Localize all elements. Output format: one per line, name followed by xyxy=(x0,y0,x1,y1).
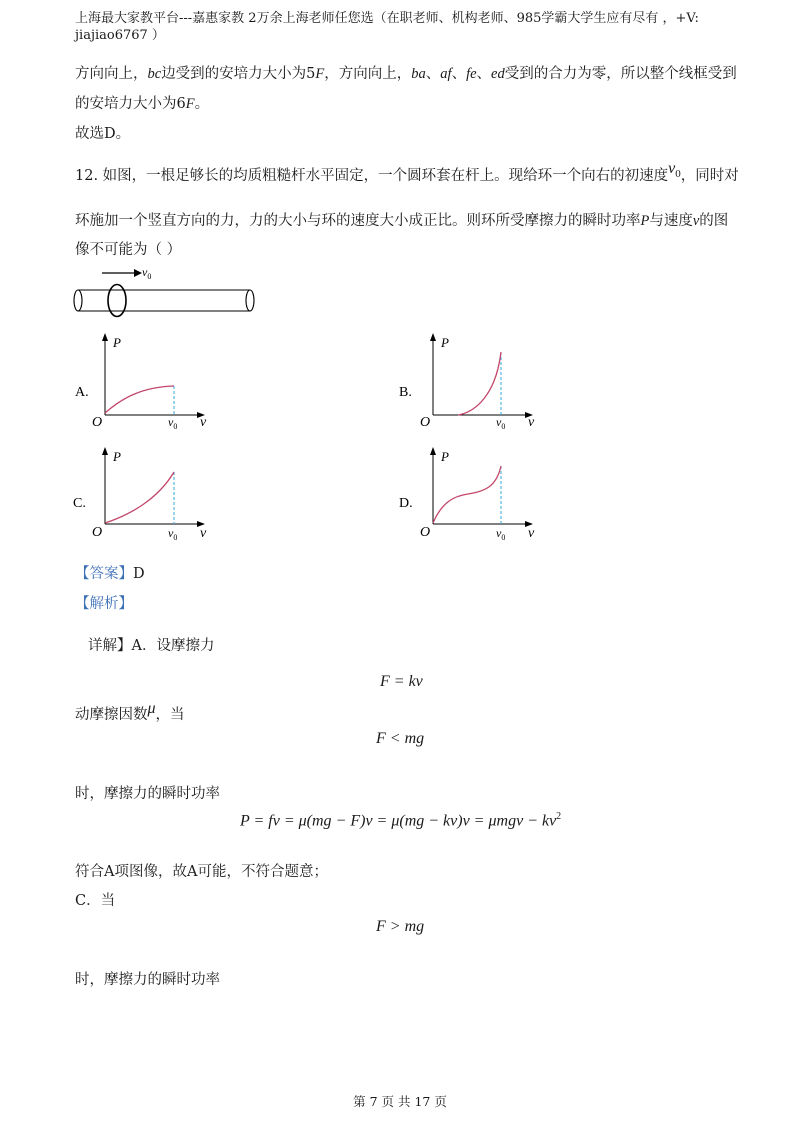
prev-line-2 xyxy=(75,94,209,114)
var-v: v xyxy=(668,160,676,177)
var-v: v xyxy=(692,213,700,229)
equation-4: F > mg xyxy=(376,918,425,935)
answer-line xyxy=(75,564,145,584)
option-letter: B. xyxy=(399,385,412,400)
option-letter: A. xyxy=(75,385,89,400)
text-fragment: 边受到的安培力大小为5 xyxy=(161,66,316,82)
subscript: 0 xyxy=(675,168,681,181)
axis-label-v: v xyxy=(200,415,207,430)
power-curve xyxy=(105,472,174,523)
origin-label: O xyxy=(92,525,103,540)
v0-label: $v_0$ xyxy=(142,265,152,281)
origin-label: O xyxy=(420,415,431,430)
text-fragment: 、 xyxy=(425,66,441,82)
text-fragment: ，当 xyxy=(155,707,185,723)
power-curve xyxy=(105,386,174,413)
option-B-graph xyxy=(396,330,546,430)
v0-tick-label: $v_0$ xyxy=(496,526,506,542)
var-af: af xyxy=(440,66,452,82)
text-fragment: 、 xyxy=(451,66,467,82)
var-mu: μ xyxy=(147,700,156,717)
option-D-graph xyxy=(396,444,546,544)
equation-3 xyxy=(240,811,561,830)
detail-line-1: 详解】A．设摩擦力 xyxy=(88,638,215,654)
analysis-label: 【解析】 xyxy=(75,596,133,612)
axis-label-P: P xyxy=(113,335,121,350)
question-line-2 xyxy=(75,211,728,231)
answer-value: D xyxy=(133,566,145,582)
detail-line-6: 时，摩擦力的瞬时功率 xyxy=(75,972,220,988)
prev-line-1 xyxy=(75,64,737,84)
option-letter: C. xyxy=(73,496,86,511)
var-P: P xyxy=(640,213,650,229)
option-A-graph xyxy=(70,330,220,430)
answer-label: 【答案】 xyxy=(75,566,133,582)
option-C-graph xyxy=(70,444,220,544)
axis-label-P: P xyxy=(113,449,121,464)
v0-tick-label: $v_0$ xyxy=(168,415,178,430)
equation-body: P = fv = μ(mg − F)v = μ(mg − kv)v = μmgv − kv xyxy=(240,812,557,830)
question-line-1 xyxy=(75,160,739,191)
text-fragment: 环施加一个竖直方向的力，力的大小与环的速度大小成正比。则环所受摩擦力的瞬时功率 xyxy=(75,213,641,229)
detail-line-2 xyxy=(75,700,185,725)
text-fragment: 动摩擦因数 xyxy=(75,707,148,723)
question-line-3: 像不可能为（ ） xyxy=(75,242,182,258)
text-fragment: 的安培力大小为6 xyxy=(75,96,186,112)
option-letter: D. xyxy=(399,496,413,511)
header-line-1: 上海最大家教平台---嘉惠家教 2万余上海老师任您选（在职老师、机构老师、985学霸大学生应有尽有 ，+V: xyxy=(75,11,699,26)
page-footer: 第 7 页 共 17 页 xyxy=(353,1094,447,1109)
var-F: F xyxy=(315,66,325,82)
rod-ring-figure xyxy=(70,262,260,320)
text-fragment: 的图 xyxy=(699,213,729,229)
var-v0 xyxy=(668,160,681,181)
axis-label-v: v xyxy=(200,526,207,541)
v0-tick-label: $v_0$ xyxy=(496,415,506,430)
text-fragment: ，同时对 xyxy=(680,168,739,184)
axis-label-P: P xyxy=(441,449,449,464)
text-fragment: 受到的合力为零，所以整个线框受到 xyxy=(504,66,737,82)
superscript: 2 xyxy=(556,811,562,822)
axis-label-P: P xyxy=(441,335,449,350)
text-fragment: 方向向上， xyxy=(75,66,148,82)
equation-1: F = kv xyxy=(380,673,423,690)
detail-line-5: C．当 xyxy=(75,893,116,909)
velocity-arrow xyxy=(102,269,142,277)
text-fragment: 、 xyxy=(476,66,492,82)
v0-tick-label: $v_0$ xyxy=(168,526,178,542)
origin-label: O xyxy=(92,415,103,430)
power-curve xyxy=(433,466,501,523)
detail-line-3: 时，摩擦力的瞬时功率 xyxy=(75,786,220,802)
power-curve xyxy=(458,352,501,415)
prev-line-3: 故选D。 xyxy=(75,126,131,142)
detail-line-4: 符合A项图像，故A可能，不符合题意； xyxy=(75,864,328,880)
text-fragment: 与速度 xyxy=(649,213,693,229)
text-fragment: 。 xyxy=(194,96,210,112)
ring xyxy=(108,285,126,317)
origin-label: O xyxy=(420,525,431,540)
text-fragment: 12. 如图，一根足够长的均质粗糙杆水平固定，一个圆环套在杆上。现给环一个向右的初速度 xyxy=(75,168,669,184)
var-ed: ed xyxy=(491,66,505,82)
var-fe: fe xyxy=(466,66,477,82)
var-F: F xyxy=(185,96,195,112)
rod xyxy=(74,290,254,311)
var-bc: bc xyxy=(147,66,162,82)
header-line-2: jiajiao6767 ） xyxy=(75,28,165,43)
equation-2: F < mg xyxy=(376,730,425,747)
var-ba: ba xyxy=(411,66,426,82)
axis-label-v: v xyxy=(528,415,535,430)
axis-label-v: v xyxy=(528,526,535,541)
text-fragment: ，方向向上， xyxy=(324,66,412,82)
